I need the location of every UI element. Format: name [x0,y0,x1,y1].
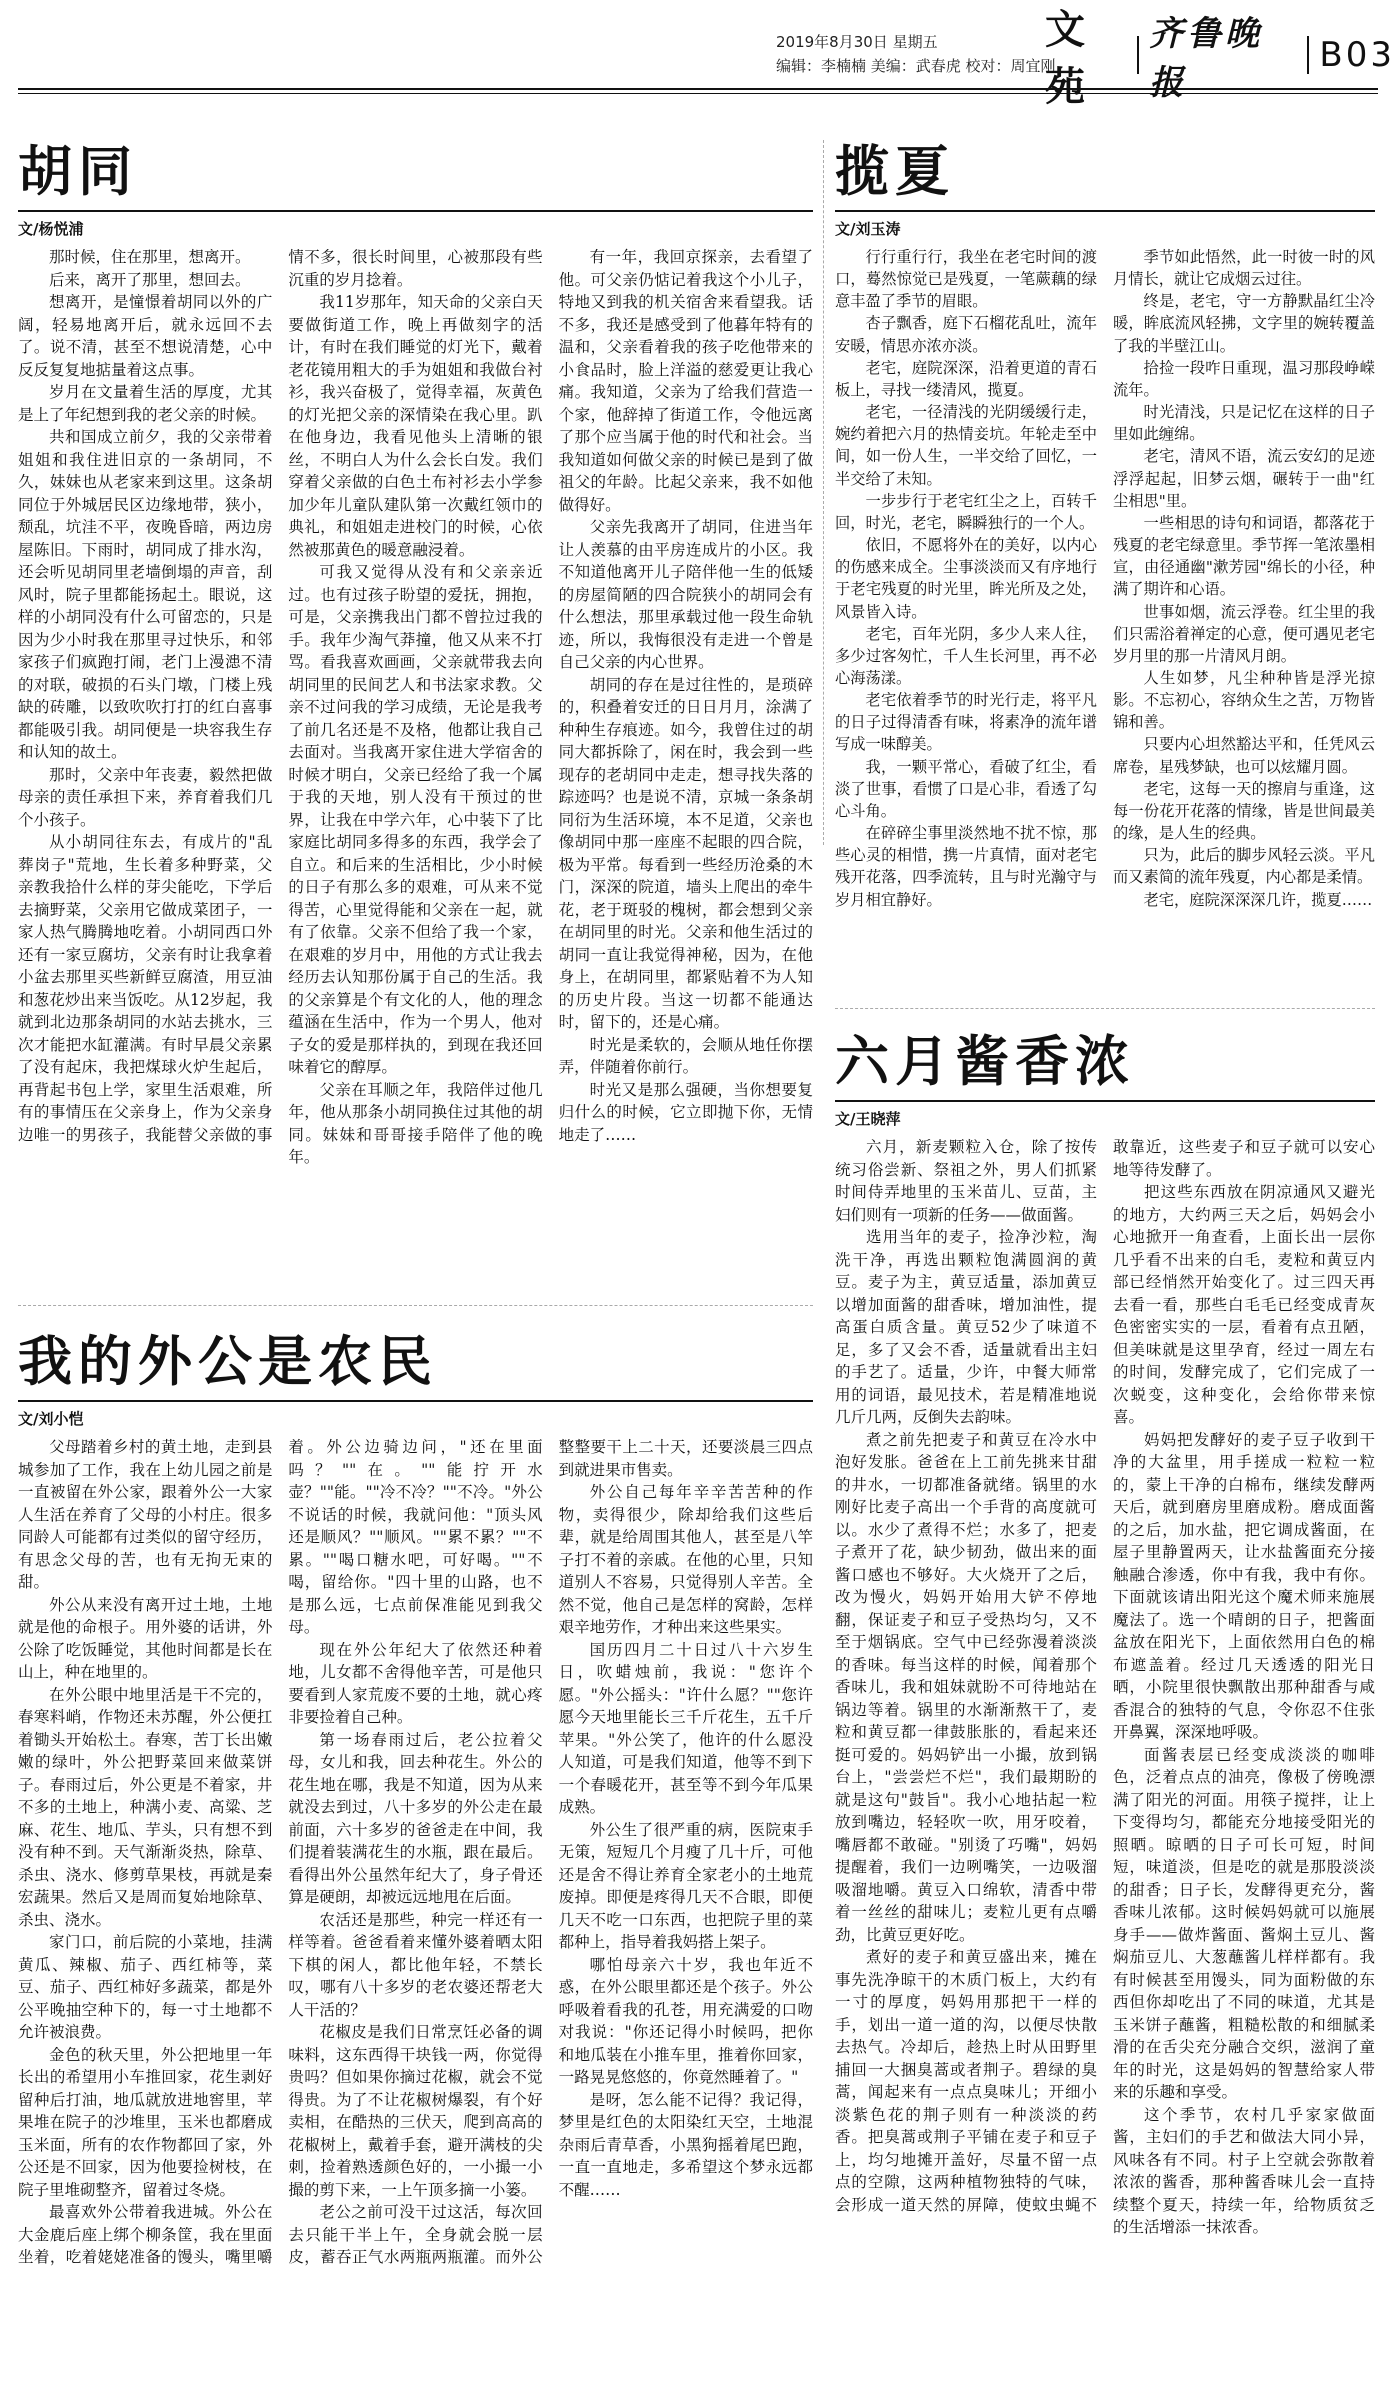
paragraph: 国历四月二十日过八十六岁生日，吹蜡烛前，我说："您许个愿。"外公摇头："许什么愿？""您许愿今天地里能长三千斤花生，五千斤苹果。"外公笑了，他许的什么愿没人知道，可是我们知道，他等不到下一个春暖花开，甚至等不到今年瓜果成熟。 [558,1640,813,1816]
paragraph: 老宅，庭院深深，沿着更道的青石板上，寻找一缕清风，揽夏。 [835,358,1097,399]
paragraph: 后来，离开了那里，想回去。 [49,270,251,289]
paragraph: 老公之前可没干过这活，每次回去只能干半上午，全身就会脱一层皮，蓄吞正气水两瓶两瓶灌。而外公整整要干上二十天，还要淡晨三四点到就进果市售卖。 [288,1438,813,2266]
paragraph: 老宅，庭院深深深几许，揽夏…… [1143,890,1373,909]
paragraph: 父亲先我离开了胡同，住进当年让人羡慕的由平房连成片的小区。我不知道他离开儿子陪伴他一生的低矮的房屋简陋的四合院狭小的胡同会有什么想法，那里承载过他一段生命轨迹，所以，我悔很没有走进一个曾是自己父亲的内心世界。 [558,518,813,671]
paragraph: 季节如此悟然，此一时彼一时的风月情长，就让它成烟云过往。 [1113,248,1375,289]
paragraph: 一步步行于老宅红尘之上，百转千回，时光，老宅，瞬瞬独行的一个人。 [835,491,1097,532]
article-hutong [18,140,813,1316]
paragraph: 行行重行行，我坐在老宅时间的渡口，蓦然惊觉已是残夏，一笔蕨藕的绿意丰盈了季节的眉眼。 [835,248,1097,311]
paragraph: 这个季节，农村几乎家家做面酱，主妇们的手艺和做法大同小异，风味各有不同。村子上空就会弥散着浓浓的酱香，那种酱香味儿会一直持续整个夏天，持续一年，给物质贫乏的生活增添一抹浓香。 [1113,2105,1375,2236]
paragraph: 金色的秋天里，外公把地里一年长出的希望用小车推回家，花生剥好留种后打油，地瓜就放进地窖里，苹果堆在院子的沙堆里，玉米也都磨成玉米面，所有的农作物都回了家，外公还是不回家，因为他要捡树枝，在院子里堆砌整齐，留着过冬烧。 [18,2045,273,2199]
article-title: 揽夏 [835,140,955,203]
paragraph: 选用当年的麦子，捡净沙粒，淘洗干净，再选出颗粒饱满圆润的黄豆。麦子为主，黄豆适量，添加黄豆以增加面酱的甜香味，增加油性，提高蛋白质含量。黄豆52少了味道不足，多了又会不香，适量就看出主妇的手艺了。适量，少许，中餐大师常用的词语，最见技术，若是精准地说几斤几两，反倒失去韵味。 [835,1228,1097,1426]
paragraph: 哪怕母亲六十岁，我也年近不惑，在外公眼里都还是个孩子。外公呼吸着看我的孔苍，用充满爱的口吻对我说："你还记得小时候吗，把你和地瓜装在小推车里，推着你回家，一路晃晃悠悠的，你竟然睡着了。" [558,1955,813,2086]
paragraph: 想离开，是憧憬着胡同以外的广阔，轻易地离开后，就永远回不去了。说不清，甚至不想说清楚，心中反反复复地掂量着这点事。 [18,293,273,379]
paragraph: 有一年，我回京探亲，去看望了他。可父亲仍惦记着我这个小儿子，特地又到我的机关宿舍来看望我。话不多，我还是感受到了他暮年特有的温和，父亲看着我的孩子吃他带来的小食品时，脸上洋溢的慈爱更让我心痛。我知道，父亲为了给我们营造一个家，他辞掉了街道工作，令他远离了那个应当属于他的时代和社会。当我知道如何做父亲的时候已是到了做祖父的年龄。比起父亲来，我不如他做得好。 [558,248,813,514]
paragraph: 老宅，清风不语，流云安幻的足迹浮浮起起，旧梦云烟，碾转于一曲"红尘相思"里。 [1113,447,1375,510]
paper-logo: 齐鲁晚报 [1149,14,1263,103]
paragraph: 我11岁那年，知天命的父亲白天要做街道工作，晚上再做刻字的活计，有时在我们睡觉的灯光下，戴着老花镜用粗大的手为姐姐和我做台衬衫，我兴奋极了，觉得幸福，灰黄色的灯光把父亲的深情染在我心里。趴在他身边，我看见他头上清晰的银丝，不明白人为什么会长白发。我们穿着父亲做的白色土布衬衫去小学参加少年儿童队建队第一次戴红领巾的典礼，和姐姐走进校门的时候，心依然被那黄色的暖意融浸着。 [288,293,543,559]
paragraph: 从小胡同往东去，有成片的"乱葬岗子"荒地，生长着多种野菜，父亲教我拾什么样的芽尖能吃，下学后去摘野菜，父亲用它做成菜团子，一家人热气腾腾地吃着。小胡同西口外还有一家豆腐坊，父亲有时让我拿着小盆去那里买些新鲜豆腐渣，用豆油和葱花炒出来当饭吃。从12岁起，我就到北边那条胡同的水站去挑水，三次才能把水缸灌满。有时早晨父亲累了没有起床，我把煤球火炉生起后，再背起书包上学，家里生活艰难，所有的事情压在父亲身上，作为父亲身边唯一的男孩子，我能替父亲做的事情不多，很长时间里，心被那段有些沉重的岁月捻着。 [18,248,543,1144]
header-info [776,30,1056,78]
paragraph: 那时，父亲中年丧妻，毅然把做母亲的责任承担下来，养育着我们几个小孩子。 [18,765,273,829]
date-line: 2019年8月30日 星期五 [776,33,938,51]
article-body [835,246,1375,946]
paragraph: 是呀，怎么能不记得？我记得，梦里是红色的太阳染红天空，土地混杂雨后青草香，小黑狗摇着尾巴跑，一直一直地走，多希望这个梦永远都不醒…… [558,2090,813,2199]
paragraph: 时光又是那么强硬，当你想要复归什么的时候，它立即抛下你，无情地走了…… [558,1080,813,1144]
article-embracing-summer [835,140,1375,946]
header-rule-thin [18,93,1378,94]
article-body [835,1136,1375,2396]
paragraph: 世事如烟，流云浮卷。红尘里的我们只需浴着禅定的心意，便可遇见老宅岁月里的那一片清风月朗。 [1113,602,1375,665]
article-title: 胡同 [18,140,138,203]
paragraph: 煮好的麦子和黄豆盛出来，摊在事先洗净晾干的木质门板上，大约有一寸的厚度，妈妈用那把干一样的手，划出一道一道的沟，以便尽快散去热气。冷却后，趁热上时从田野里捕回一大捆臭蒿或者荆子。碧绿的臭蒿，闻起来有一点点臭味儿；开细小淡紫色花的荆子则有一种淡淡的药香。把臭蒿或荆子平铺在麦子和豆子上，均匀地摊开盖好，尽量不留一点点的空隙，这两种植物独特的气味，会形成一道天然的屏障，使蚊虫蝇不敢靠近，这些麦子和豆子就可以安心地等待发酵了。 [835,1138,1375,2214]
paragraph: 妈妈把发酵好的麦子豆子收到干净的大盆里，用手搓成一粒粒一粒的，蒙上干净的白棉布，继续发酵两天后，就到磨房里磨成粉。磨成面酱的之后，加水盐，把它调成酱面，在屋子里静置两天，让水盐酱面充分接触融合渗透，你中有我，我中有你。下面就该请出阳光这个魔术师来施展魔法了。选一个晴朗的日子，把酱面盆放在阳光下，上面依然用白色的棉布遮盖着。经过几天透透的阳光日晒，小院里很快飘散出那种甜香与咸香混合的独特的气息，令你忍不住张开鼻翼，深深地呼吸。 [1113,1430,1375,1741]
paragraph: 农活还是那些，种完一样还有一样等着。爸爸看着来懂外婆着晒太阳下棋的闲人，都比他年轻，不禁长叹，哪有八十多岁的老农婆还帮老大人干活的？ [288,1910,543,2019]
paragraph: 面酱表层已经变成淡淡的咖啡色，泛着点点的油亮，像极了傍晚漂满了阳光的河面。用筷子搅拌，让上下变得均匀，都能充分地接受阳光的照晒。晾晒的日子可长可短，时间短，味道淡，但是吃的就是那股淡淡的甜香；日子长，发酵得更充分，酱香味儿浓郁。这时候妈妈就可以施展身手——做炸酱面、酱焖土豆儿、酱焖茄豆儿、大葱蘸酱儿样样都有。我有时候甚至用馒头，同为面粉做的东西但你却吃出了不同的味道，尤其是玉米饼子蘸酱，粗糙松散的和细腻柔滑的在舌尖充分融合交织，滋润了童年的时光，这是妈妈的智慧给家人带来的乐趣和享受。 [1113,1745,1375,2101]
paragraph: 父母踏着乡村的黄土地，走到县城参加了工作，我在上幼儿园之前是一直被留在外公家，跟着外公一大家人生活在养育了父母的小村庄。很多同龄人可能都有过类似的留守经历，有思念父母的苦，也有无拘无束的甜。 [18,1438,273,1591]
paragraph: 我，一颗平常心，看破了红尘，看淡了世事，看惯了口是心非，看透了勾心斗角。 [835,757,1097,820]
title-rule [18,210,813,212]
paragraph: 把这些东西放在阴凉通风又避光的地方，大约两三天之后，妈妈会小心地掀开一角查看，上面长出一层你几乎看不出来的白毛，麦粒和黄豆内部已经悄然开始变化了。过三四天再去看一看，那些白毛毛已经变成青灰色密密实实的一层，看着有点丑陋，但美味就是这里孕育，经过一周左右的时间，发酵完成了，它们完成了一次蜕变，这种变化，会给你带来惊喜。 [1113,1183,1375,1426]
article-byline: 文/杨悦浦 [18,220,84,238]
paragraph: 第一场春雨过后，老公拉着父母，女儿和我，回去种花生。外公的花生地在哪，我是不知道，因为从来就没去到过，八十多岁的外公走在最前面，六十多岁的爸爸走在中间，我们提着装满花生的水瓶，跟在最后。看得出外公虽然年纪大了，身子骨还算是硬朗，却被远远地甩在后面。 [288,1730,543,1906]
paragraph: 在碎碎尘事里淡然地不扰不惊，那些心灵的相惜，携一片真情，面对老宅残开花落，四季流转，且与时光瀚守与岁月相宜静好。 [835,824,1097,909]
paragraph: 岁月在文量着生活的厚度，尤其是上了年纪想到我的老父亲的时候。 [18,383,273,424]
paragraph: 共和国成立前夕，我的父亲带着姐姐和我住进旧京的一条胡同，不久，妹妹也从老家来到这里。这条胡同位于外城居民区边缘地带，狭小，颓乱，坑洼不平，夜晚昏暗，两边房屋陈旧。下雨时，胡同成了排水沟，还会听见胡同里老墙倒塌的声音，刮风时，院子里都能扬起土。眼说，这样的小胡同没有什么可留恋的，只是因为少小时我在那里寻过快乐，和邻家孩子们疯跑打闹，老门上漫漶不清的对联，破损的石头门墩，门楼上残缺的砖雕，以致吹吹打打的红白喜事都能吸引我。胡同便是一块容我生存和认知的故土。 [18,428,273,761]
paragraph: 现在外公年纪大了依然还种着地，儿女都不舍得他辛苦，可是他只要看到人家荒废不要的土地，就心疼非要捡着自己种。 [288,1640,543,1726]
paragraph: 老宅，百年光阴，多少人来人往，多少过客匆忙，千人生长河里，再不必心海荡漾。 [835,624,1097,687]
title-rule [835,1100,1375,1102]
paragraph: 可我又觉得从没有和父亲亲近过。也有过孩子盼望的爱抚，拥抱，可是，父亲携我出门都不曾拉过我的手。我年少淘气莽撞，他又从来不打骂。看我喜欢画画，父亲就带我去向胡同里的民间艺人和书法家求教。父亲不过问我的学习成绩，无论是我考了前几名还是不及格，他都让我自己去面对。当我离开家住进大学宿舍的时候才明白，父亲已经给了我一个属于我的天地，别人没有干预过的世界，让我在中学六年，心中装下了比家庭比胡同多得多的东西，我学会了自立。和后来的生活相比，少小时候的日子有那么多的艰难，可从来不觉得苦，心里觉得能和父亲在一起，就有了依靠。父亲不但给了我一个家，在艰难的岁月中，用他的方式让我去经历去认知那份属于自己的生活。我的父亲算是个有文化的人，他的理念蕴涵在生活中，作为一个男人，他对子女的爱是那样执的，到现在我还回味着它的醇厚。 [288,563,543,1076]
paragraph: 时光是柔软的，会顺从地任你摆弄，伴随着你前行。 [558,1035,813,1076]
paragraph: 外公从来没有离开过土地，土地就是他的命根子。用外婆的话讲，外公除了吃饭睡觉，其他时间都是长在山上，种在地里的。 [18,1595,273,1681]
column-divider [823,140,824,845]
article-body [18,246,813,1316]
masthead [1045,7,1395,110]
article-divider-right [835,1008,1375,1009]
paragraph: 外公生了很严重的病，医院束手无策，短短几个月瘦了几十斤，可他还是舍不得让养育全家老小的土地荒废掉。即便是疼得几天不合眼，即便几天不吃一口东西，也把院子里的菜都种上，指导着我妈搭上架子。 [558,1820,813,1951]
paragraph: 终是，老宅，守一方静默晶红尘冷暖，眸底流风轻拂，文字里的婉转覆盖了我的半壁江山。 [1113,292,1375,355]
paragraph: 在外公眼中地里活是干不完的，春寒料峭，作物还未苏醒，外公便扛着锄头开始松土。春寒，苦丁长出嫩嫩的绿叶，外公把野菜回来做菜饼子。春雨过后，外公更是不着家，井不多的土地上，种满小麦、高粱、芝麻、花生、地瓜、芋头，只有想不到没有种不到。天气渐渐炎热，除草、杀虫、浇水、修剪草果枝，再就是秦宏蔬果。然后又是周而复始地除草、杀虫、浇水。 [18,1685,273,1929]
article-body [18,1436,813,2396]
paragraph: 老宅依着季节的时光行走，将平凡的日子过得清香有味，将素净的流年谱写成一味醇美。 [835,691,1097,754]
paragraph: 依旧，不愿将外在的美好，以内心的伤感来成全。尘事淡淡而又有序地行于老宅残夏的时光里，眸光所及之处，风景皆入诗。 [835,536,1097,621]
page-number: B03 [1319,35,1395,75]
paragraph: 只为，此后的脚步风轻云淡。平凡而又素简的流年残夏，内心都是柔情。 [1113,846,1375,887]
article-byline: 文/刘玉涛 [835,220,901,238]
masthead-divider [1137,36,1139,74]
paragraph: 最喜欢外公带着我进城。外公在大金鹿后座上绑个柳条筐，我在里面坐着，吃着姥姥准备的馒头，嘴里嚼着。外公边骑边问，"还在里面吗？""在。""能拧开水壶？""能。""冷不冷？""不冷。"外公不说话的时候，我就问他："顶头风还是顺风？""顺风。""累不累？""不累。""喝口糖水吧，可好喝。""不喝，留给你。"四十里的山路，也不是那么远，七点前保准能见到我父母。 [18,1438,543,2266]
paragraph: 家门口，前后院的小菜地，挂满黄瓜、辣椒、茄子、西红柿等，菜豆、茄子、西红柿好多蔬菜，都是外公平晚抽空种下的，每一寸土地都不允许被浪费。 [18,1933,273,2041]
article-byline: 文/王晓萍 [835,1110,901,1128]
paragraph: 那时候，住在那里，想离开。 [49,248,251,266]
article-june-sauce [835,1030,1375,2396]
paragraph: 拾捡一段咋日重现，温习那段峥嵘流年。 [1113,358,1375,399]
staff-line: 编辑：李楠楠 美编：武春虎 校对：周宜刚 [776,57,1056,75]
paragraph: 胡同的存在是过往性的，是琐碎的，积叠着安迁的日日月月，涂满了种种生存痕迹。如今，我曾住过的胡同大都拆除了，闲在时，我会到一些现存的老胡同中走走，想寻找失落的踪迹吗？也是说不清，京城一条条胡同衍为生活环境，本不足道，父亲也像胡同中那一座座不起眼的四合院，极为平常。每看到一些经历沧桑的木门，深深的院道，墙头上爬出的牵牛花，老于斑驳的槐树，都会想到父亲在胡同里的时光。父亲和他生活过的胡同一直让我觉得神秘，因为，在他身上，在胡同里，都紧贴着不为人知的历史片段。当这一切都不能通达时，留下的，还是心痛。 [558,675,813,1031]
paragraph: 六月，新麦颗粒入仓，除了按传统习俗尝新、祭祖之外，男人们抓紧时间侍弄地里的玉米苗儿、豆苗，主妇们则有一项新的任务——做面酱。 [835,1138,1097,1224]
header-rule [18,88,1378,90]
article-byline: 文/刘小恺 [18,1410,84,1428]
title-rule [18,1400,813,1402]
paragraph: 父亲在耳顺之年，我陪伴过他几年，他从那条小胡同换住过其他的胡同。妹妹和哥哥接手陪伴了他的晚年。 [288,1080,543,1166]
paragraph: 人生如梦，凡尘种种皆是浮光掠影。不忘初心，容纳众生之苦，万物皆锦和善。 [1113,668,1375,732]
paragraph: 一些相思的诗句和词语，都落花于残夏的老宅绿意里。季节挥一笔浓墨相宣，由径通幽"漱芳园"绵长的小径，种满了期许和心语。 [1113,513,1375,599]
paragraph: 老宅，一径清浅的光阴缓缓行走，婉约着把六月的热情妾坑。年轮走至中间，如一份人生，一半交给了回忆，一半交给了未知。 [835,403,1097,488]
paragraph: 时光清浅，只是记忆在这样的日子里如此缠绵。 [1113,403,1375,444]
paragraph: 只要内心坦然豁达平和，任凭风云席卷，星残梦缺，也可以炫耀月圆。 [1113,735,1375,776]
masthead-divider [1307,36,1309,74]
article-title: 我的外公是农民 [18,1330,438,1393]
paragraph: 煮之前先把麦子和黄豆在冷水中泡好发胀。爸爸在上工前先挑来甘甜的井水，一切都准备就绪。锅里的水刚好比麦子高出一个手背的高度就可以。水少了煮得不烂；水多了，把麦子煮开了花，缺少韧劲，做出来的面酱口感也不够好。大火烧开了之后，改为慢火，妈妈开始用大铲不停地翻，保证麦子和豆子受热均匀，又不至于烟锅底。空气中已经弥漫着淡淡的香味。每当这样的时候，闻着那个香味儿，我和姐妹就盼不可待地站在锅边等着。锅里的水渐渐熬干了，麦粒和黄豆都一律鼓胀胀的，看起来还挺可爱的。妈妈铲出一小撮，放到锅台上，"尝尝烂不烂"，我们最期盼的就是这句"鼓旨"。我小心地拈起一粒放到嘴边，轻轻吹一吹，用牙咬着，嘴唇都不敢碰。"别烫了巧嘴"，妈妈提醒着，我们一边咧嘴笑，一边吸溜吸溜地嚼。黄豆入口绵软，清香中带着一丝丝的甜味儿；麦粒儿更有点嚼劲，比黄豆更好吃。 [835,1430,1097,1944]
paragraph: 杏子飘香，庭下石榴花乱吐，流年安暖，情思亦浓亦淡。 [835,314,1097,355]
paragraph: 老宅，这每一天的擦肩与重逢，这每一份花开花落的情缘，皆是世间最美的缘，是人生的经典。 [1113,779,1375,843]
title-rule [835,210,1375,212]
paragraph: 花椒皮是我们日常烹饪必备的调味料，这东西得干块钱一两，你觉得贵吗？但如果你摘过花椒，就会不觉得贵。为了不让花椒树爆裂，有个好卖相，在酷热的三伏天，爬到高高的花椒树上，戴着手套，避开满枝的尖刺，捡着熟透颜色好的，一小撮一小撮的剪下来，一上午顶多摘一小篓。 [288,2023,543,2199]
article-grandfather-farmer [18,1330,813,2396]
paragraph: 外公自己每年辛辛苦苦种的作物，卖得很少，除却给我们这些后辈，就是给周围其他人，甚至是八竿子打不着的亲戚。在他的心里，只知道别人不容易，只觉得别人辛苦。全然不觉，他自己是怎样的窝龄，怎样艰辛地劳作，才种出来这些果实。 [558,1483,813,1636]
section-name: 文苑 [1045,7,1087,110]
article-title: 六月酱香浓 [835,1030,1135,1093]
